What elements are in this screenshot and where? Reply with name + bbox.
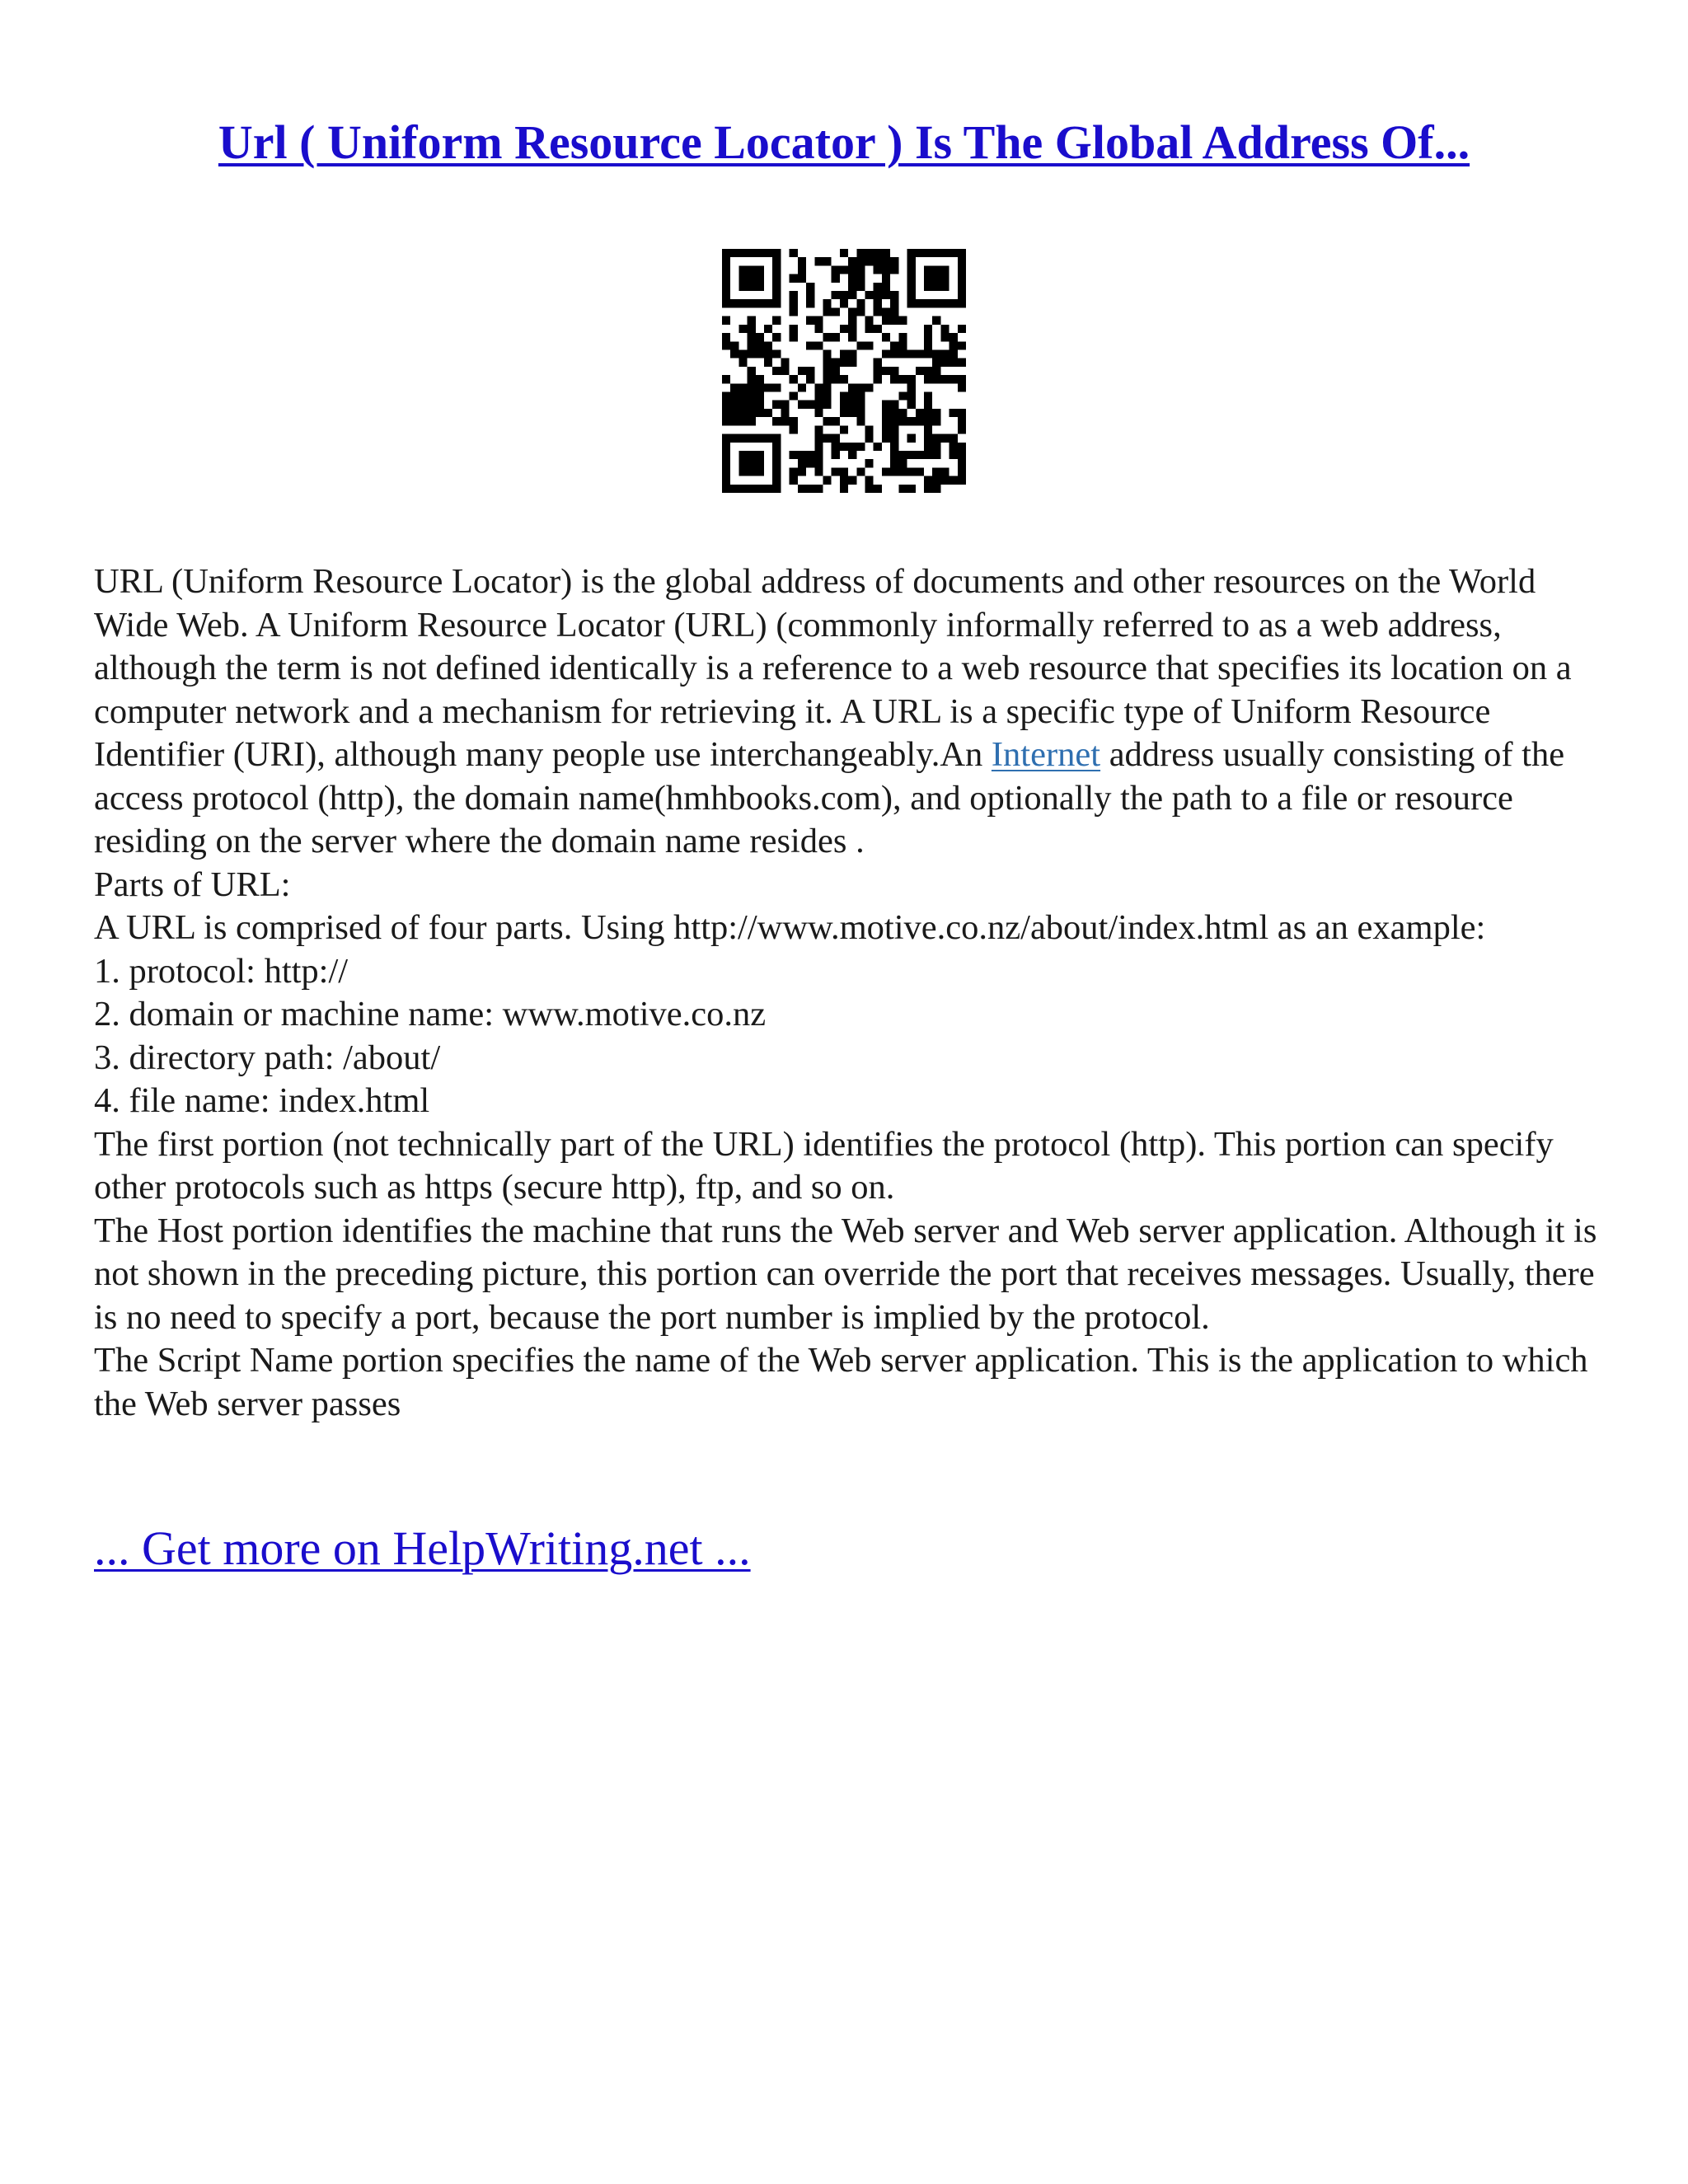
- intro-text: URL (Uniform Resource Locator) is the global address of documents and other resources on the World Wide Web. A Uniform Resource Locator (URL) (commonly informally referred to as a web address, although the term is not defined identically is a reference to a web resource that specifies its location on a computer network and a mechanism for retrieving it. A URL is a specific type of Uniform Resource Identifier (URI), although many people use interchangeably.An: [94, 562, 1572, 774]
- title-link[interactable]: Url ( Uniform Resource Locator ) Is The Global Address Of...: [218, 115, 1470, 169]
- list-item-file: 4. file name: index.html: [94, 1081, 430, 1120]
- parts-heading: Parts of URL:: [94, 865, 291, 904]
- list-item-directory: 3. directory path: /about/: [94, 1038, 441, 1077]
- get-more-link[interactable]: ... Get more on HelpWriting.net ...: [94, 1521, 751, 1575]
- script-name-paragraph: The Script Name portion specifies the name of the Web server application. This is the application to which the Web server passes: [94, 1341, 1588, 1423]
- list-item-domain: 2. domain or machine name: www.motive.co.nz: [94, 995, 767, 1033]
- host-paragraph: The Host portion identifies the machine that runs the Web server and Web server application. Although it is not shown in the preceding picture, this portion can override the port that receives messages. Usually, there is no need to specify a port, because the port number is implied by the protocol.: [94, 1211, 1597, 1337]
- intro-text-continued: address usually consisting of the access protocol (http), the domain name(hmhbooks.com), and optionally the path to a file or resource residing on the server where the domain name resides .: [94, 735, 1565, 860]
- qr-code-icon: [722, 249, 966, 493]
- article-body: [94, 560, 1611, 1426]
- page-title: [0, 114, 1688, 171]
- protocol-paragraph: The first portion (not technically part of the URL) identifies the protocol (http). This portion can specify other protocols such as https (secure http), ftp, and so on.: [94, 1124, 1554, 1207]
- list-item-protocol: 1. protocol: http://: [94, 951, 349, 991]
- intro-paragraph: [94, 560, 1611, 864]
- internet-link[interactable]: Internet: [991, 735, 1101, 774]
- parts-intro: A URL is comprised of four parts. Using http://www.motive.co.nz/about/index.html as an example:: [94, 908, 1486, 947]
